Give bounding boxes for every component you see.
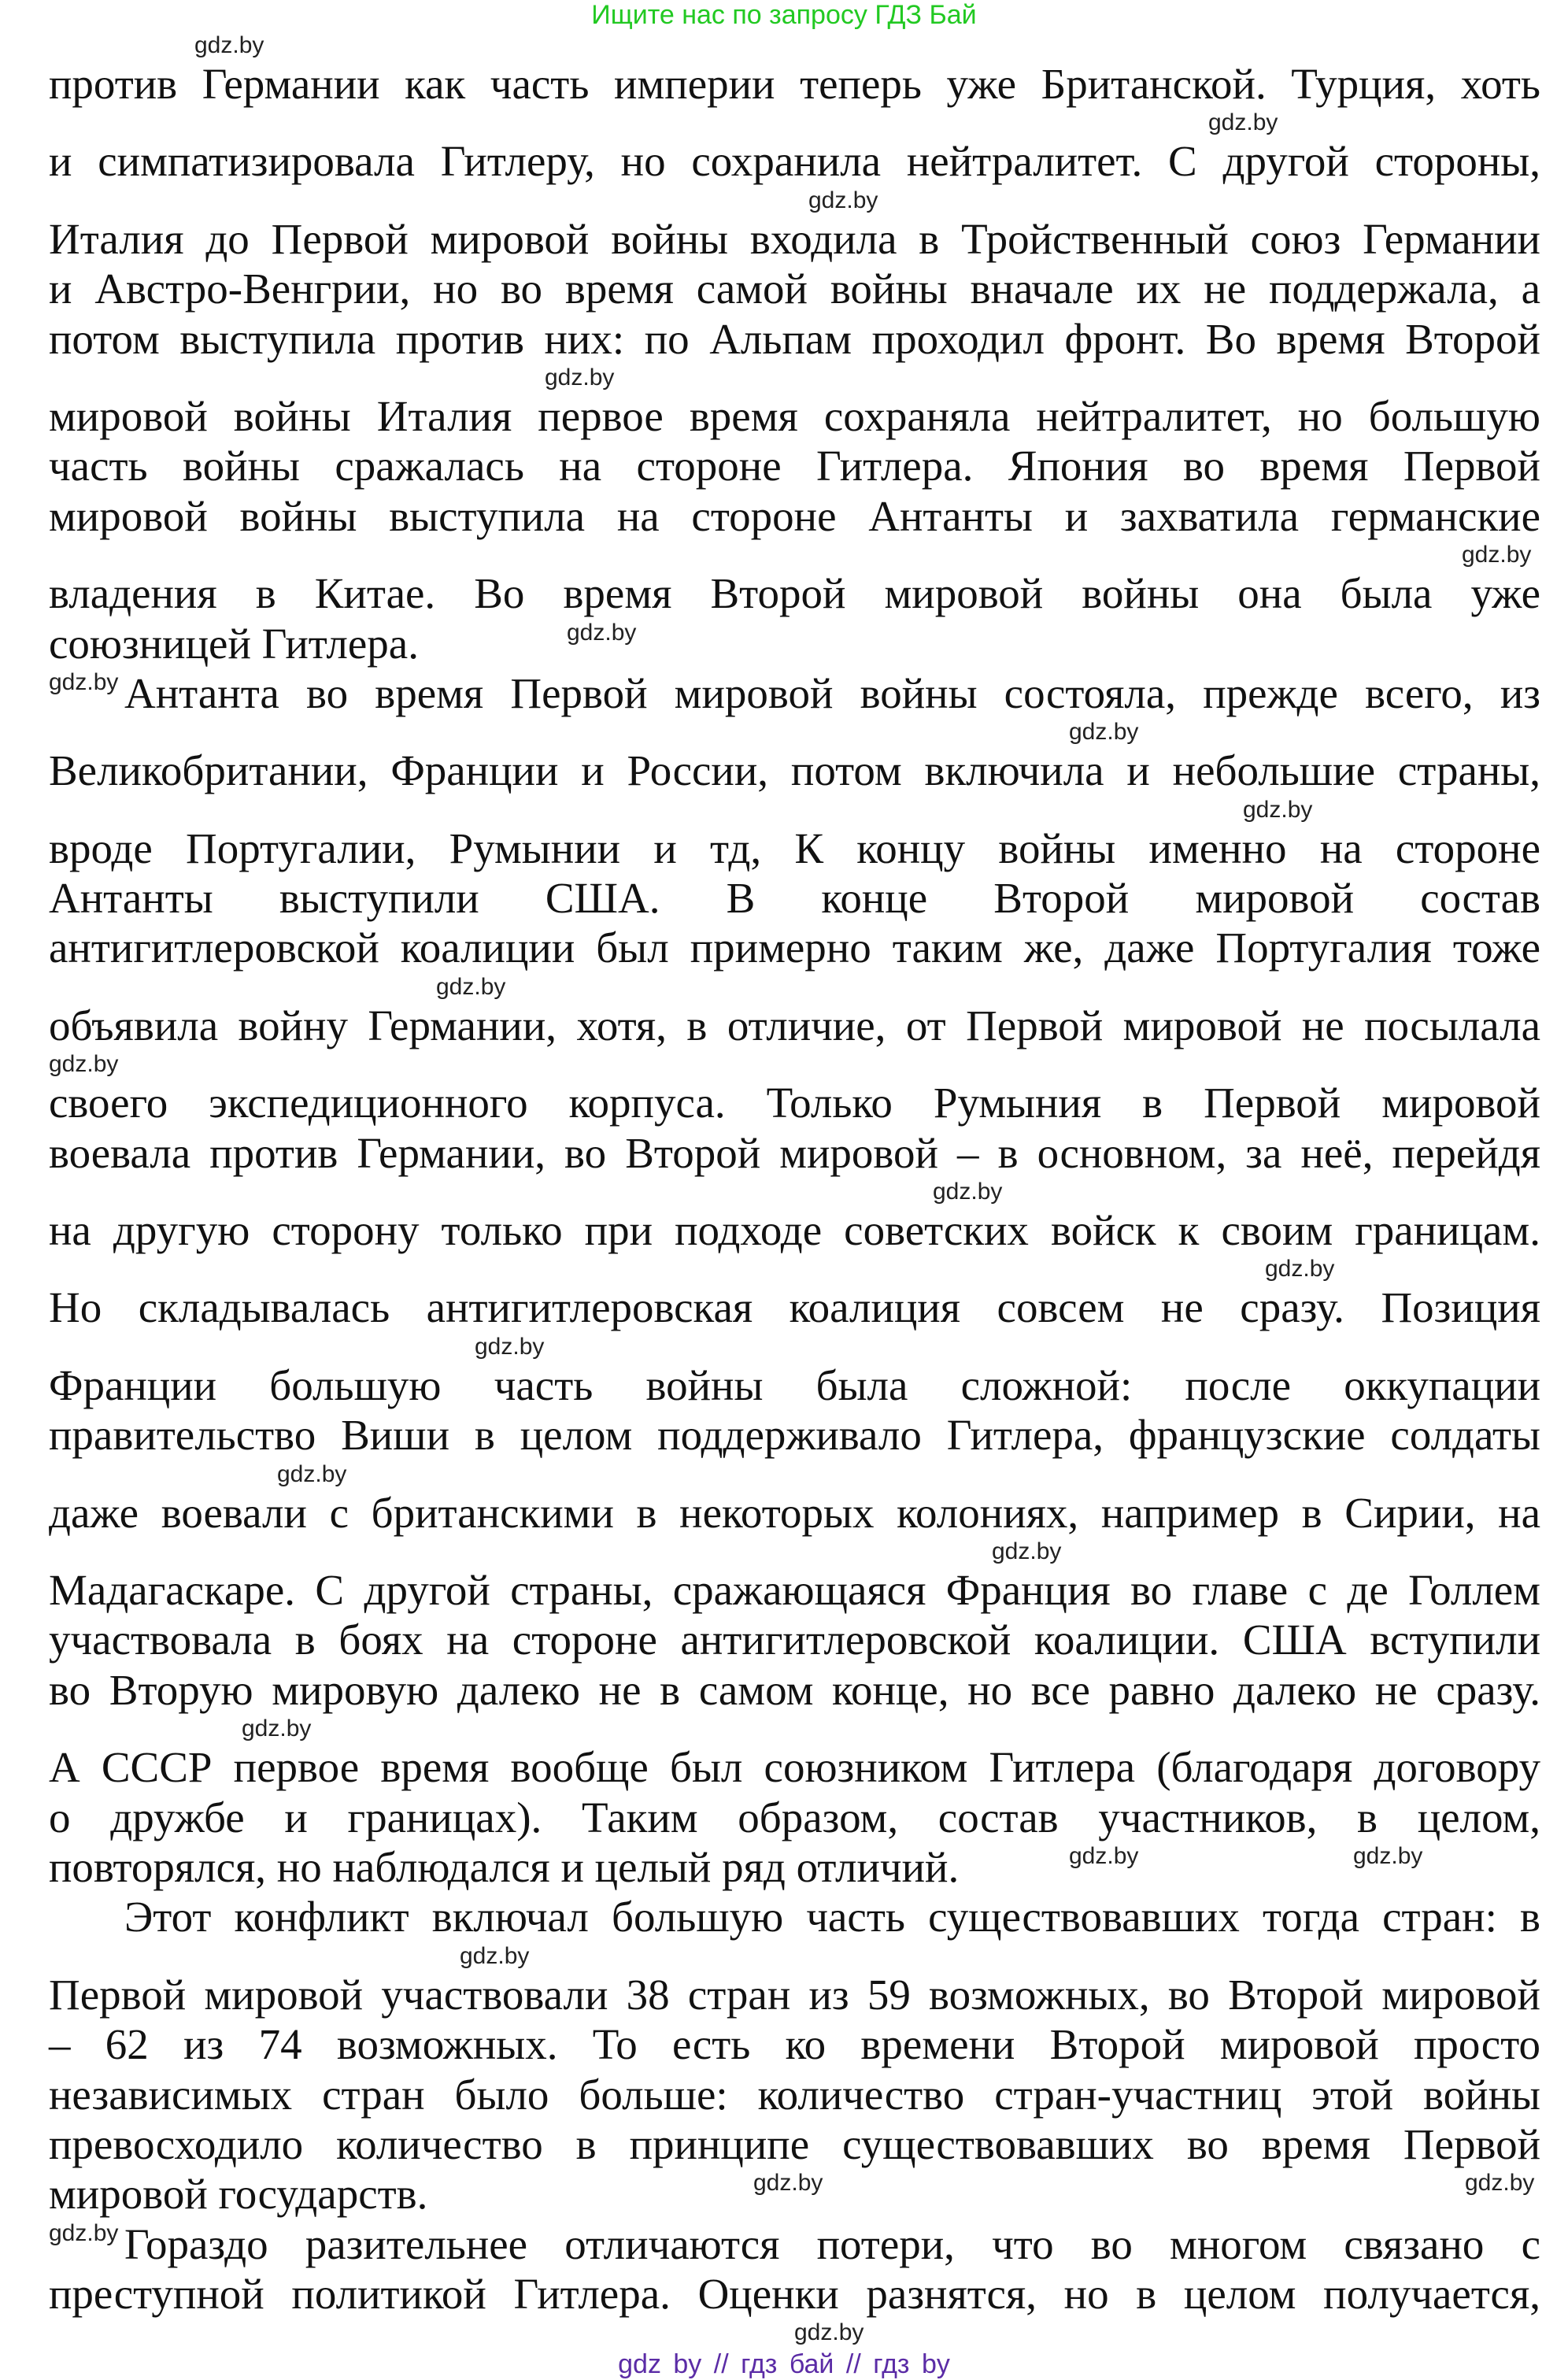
watermark-row bbox=[49, 1333, 1540, 1360]
text-line: Франции большую часть войны была сложной: после оккупации bbox=[49, 1360, 1540, 1409]
text-line: антигитлеровской коалиции был примерно таким же, даже Португалия тоже bbox=[49, 923, 1540, 972]
search-banner: Ищите нас по запросу ГДЗ Бай bbox=[591, 0, 977, 30]
text-line: Этот конфликт включал большую часть существовавших тогда стран: в bbox=[124, 1893, 1540, 1941]
text-row bbox=[49, 824, 1540, 873]
text-row bbox=[49, 264, 1540, 313]
watermark: gdz.by bbox=[475, 1333, 545, 1360]
watermark-row bbox=[49, 1255, 1540, 1283]
watermark-row bbox=[49, 364, 1540, 391]
text-row bbox=[49, 2269, 1540, 2319]
text-row bbox=[49, 441, 1540, 490]
watermark: gdz.by bbox=[1265, 1256, 1335, 1283]
text-line: – 62 из 74 возможных. То есть ко времени Второй мировой просто bbox=[49, 2020, 1540, 2069]
text-line: о дружбе и границах). Таким образом, состав участников, в целом, bbox=[49, 1793, 1540, 1841]
text-row bbox=[49, 923, 1540, 972]
document-body bbox=[49, 31, 1540, 2346]
text-row bbox=[49, 1078, 1540, 1127]
text-row bbox=[49, 746, 1540, 795]
text-row bbox=[49, 1283, 1540, 1332]
watermark: gdz.by bbox=[545, 364, 615, 390]
text-row bbox=[49, 1410, 1540, 1460]
text-line: мировой войны Италия первое время сохраняла нейтралитет, но большую bbox=[49, 391, 1540, 440]
watermark: gdz.by bbox=[277, 1460, 347, 1487]
text-line: превосходило количество в принципе существовавших во время Первой bbox=[49, 2119, 1540, 2168]
text-row bbox=[49, 214, 1540, 264]
watermark: gdz.by bbox=[1069, 1842, 1139, 1869]
text-row bbox=[49, 1360, 1540, 1410]
watermark: gdz.by bbox=[933, 1179, 1003, 1205]
watermark: gdz.by bbox=[49, 2219, 119, 2246]
text-line: Но складывалась антигитлеровская коалиция совсем не сразу. Позиция bbox=[49, 1283, 1540, 1332]
watermark: gdz.by bbox=[460, 1942, 530, 1969]
watermark: gdz.by bbox=[1353, 1842, 1423, 1869]
text-line: даже воевали с британскими в некоторых колониях, например в Сирии, на bbox=[49, 1488, 1540, 1537]
text-row bbox=[49, 619, 1540, 668]
watermark: gdz.by bbox=[49, 668, 119, 695]
watermark-row bbox=[49, 1050, 1540, 1078]
text-line: Великобритании, Франции и России, потом включила и небольшие страны, bbox=[49, 746, 1540, 795]
watermark: gdz.by bbox=[1465, 2170, 1535, 2197]
text-row bbox=[49, 2119, 1540, 2169]
text-line: мировой войны выступила на стороне Антанты и захватила германские bbox=[49, 491, 1540, 540]
watermark-row bbox=[49, 1538, 1540, 1565]
watermark: gdz.by bbox=[753, 2170, 823, 2197]
watermark: gdz.by bbox=[1069, 719, 1139, 746]
watermark-row bbox=[49, 187, 1540, 214]
watermark: gdz.by bbox=[1208, 109, 1278, 136]
watermark: gdz.by bbox=[49, 1051, 119, 1078]
text-line: часть войны сражалась на стороне Гитлера. Япония во время Первой bbox=[49, 442, 1540, 490]
text-line: Гораздо разительнее отличаются потери, что во многом связано с bbox=[124, 2219, 1540, 2268]
text-line: независимых стран было больше: количество стран-участниц этой войны bbox=[49, 2070, 1540, 2119]
text-row bbox=[49, 1793, 1540, 1842]
footer-links[interactable]: gdz by // гдз бай // гдз by bbox=[618, 2349, 950, 2379]
text-row bbox=[49, 1892, 1540, 1941]
watermark-row bbox=[49, 1178, 1540, 1205]
text-row bbox=[49, 1665, 1540, 1715]
paragraph bbox=[49, 1892, 1540, 2219]
text-line: объявила войну Германии, хотя, в отличие, от Первой мировой не посылала bbox=[49, 1001, 1540, 1049]
watermark-row bbox=[49, 109, 1540, 136]
text-row bbox=[49, 1205, 1540, 1255]
watermark: gdz.by bbox=[808, 187, 878, 213]
text-line: участвовала в боях на стороне антигитлеровской коалиции. США вступили bbox=[49, 1616, 1540, 1664]
text-line: своего экспедиционного корпуса. Только Румыния в Первой мировой bbox=[49, 1079, 1540, 1127]
text-row bbox=[49, 1970, 1540, 2019]
watermark-row bbox=[49, 1460, 1540, 1488]
watermark-row bbox=[49, 1715, 1540, 1742]
text-line: потом выступила против них: по Альпам проходил фронт. Во время Второй bbox=[49, 314, 1540, 363]
text-line: против Германии как часть империи теперь уже Британской. Турция, хоть bbox=[49, 60, 1540, 108]
text-row bbox=[49, 136, 1540, 186]
text-line: и симпатизировала Гитлеру, но сохранила нейтралитет. С другой стороны, bbox=[49, 137, 1540, 186]
text-row bbox=[49, 2019, 1540, 2069]
text-row bbox=[49, 1615, 1540, 1664]
text-row bbox=[49, 2070, 1540, 2119]
watermark: gdz.by bbox=[567, 619, 637, 646]
text-row bbox=[49, 2169, 1540, 2219]
text-row bbox=[49, 314, 1540, 364]
watermark-row bbox=[49, 1942, 1540, 1970]
watermark: gdz.by bbox=[436, 973, 506, 1000]
watermark-row bbox=[49, 796, 1540, 824]
watermark: gdz.by bbox=[242, 1716, 312, 1742]
text-row bbox=[49, 1488, 1540, 1538]
text-line: А СССР первое время вообще был союзником Гитлера (благодаря договору bbox=[49, 1743, 1540, 1792]
watermark-row bbox=[49, 2319, 1540, 2346]
watermark-row bbox=[49, 541, 1540, 568]
text-row bbox=[49, 1742, 1540, 1792]
text-row bbox=[49, 873, 1540, 923]
text-row bbox=[49, 668, 1540, 718]
text-row bbox=[49, 59, 1540, 109]
watermark: gdz.by bbox=[794, 2319, 864, 2346]
text-line: во Вторую мировую далеко не в самом конце, но все равно далеко не сразу. bbox=[49, 1665, 1540, 1714]
text-line: воевала против Германии, во Второй мировой – в основном, за неё, перейдя bbox=[49, 1128, 1540, 1177]
text-line: Антанта во время Первой мировой войны состояла, прежде всего, из bbox=[124, 668, 1540, 717]
text-line: повторялся, но наблюдался и целый ряд отличий. bbox=[49, 1842, 960, 1891]
text-line: вроде Португалии, Румынии и тд, К концу войны именно на стороне bbox=[49, 824, 1540, 872]
watermark-row bbox=[49, 31, 1540, 59]
text-row bbox=[49, 568, 1540, 618]
text-line: Италия до Первой мировой войны входила в Тройственный союз Германии bbox=[49, 214, 1540, 263]
text-line: Антанты выступили США. В конце Второй мировой состав bbox=[49, 874, 1540, 923]
paragraph bbox=[49, 59, 1540, 668]
text-row bbox=[49, 391, 1540, 441]
text-line: Мадагаскаре. С другой страны, сражающаяся Франция во главе с де Голлем bbox=[49, 1565, 1540, 1614]
text-line: и Австро-Венгрии, но во время самой войны вначале их не поддержала, а bbox=[49, 265, 1540, 313]
text-row bbox=[49, 1842, 1540, 1892]
watermark: gdz.by bbox=[194, 32, 264, 58]
text-line: правительство Виши в целом поддерживало Гитлера, французские солдаты bbox=[49, 1411, 1540, 1460]
watermark-row bbox=[49, 973, 1540, 1001]
paragraph bbox=[49, 668, 1540, 1892]
text-line: мировой государств. bbox=[49, 2170, 428, 2219]
text-line: Первой мировой участвовали 38 стран из 59 возможных, во Второй мировой bbox=[49, 1970, 1540, 2019]
text-line: владения в Китае. Во время Второй мировой войны она была уже bbox=[49, 569, 1540, 618]
watermark: gdz.by bbox=[1462, 542, 1532, 568]
text-row bbox=[49, 2219, 1540, 2269]
text-line: преступной политикой Гитлера. Оценки разнятся, но в целом получается, bbox=[49, 2270, 1540, 2319]
text-row bbox=[49, 1565, 1540, 1615]
text-line: союзницей Гитлера. bbox=[49, 619, 419, 668]
text-line: на другую сторону только при подходе советских войск к своим границам. bbox=[49, 1206, 1540, 1255]
watermark-row bbox=[49, 718, 1540, 746]
paragraph bbox=[49, 2219, 1540, 2319]
text-row bbox=[49, 491, 1540, 541]
watermark: gdz.by bbox=[992, 1538, 1062, 1564]
watermark: gdz.by bbox=[1243, 796, 1313, 823]
text-row bbox=[49, 1001, 1540, 1050]
text-row bbox=[49, 1128, 1540, 1178]
